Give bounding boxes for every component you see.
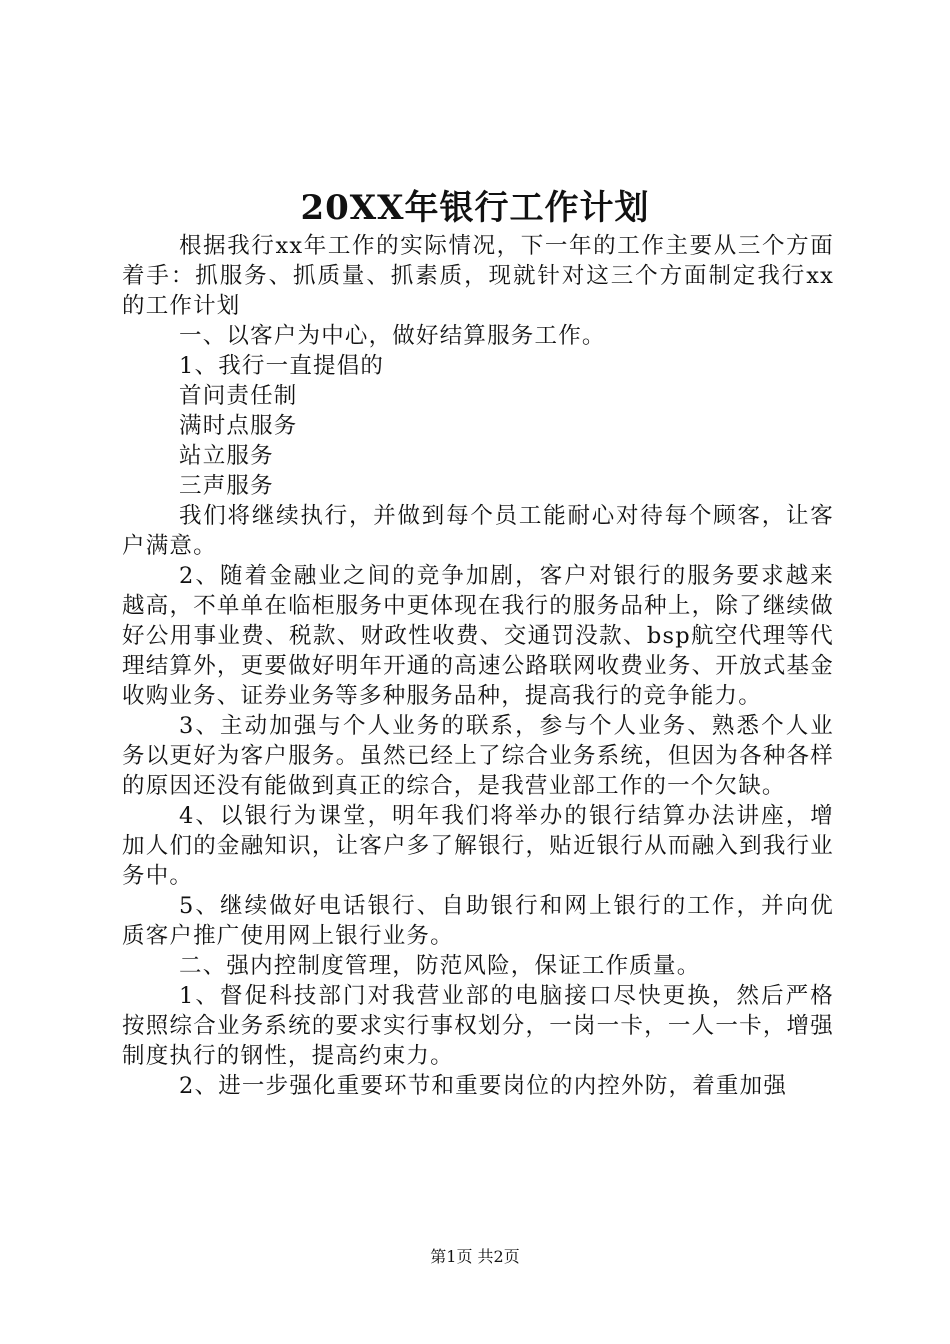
section-heading-2: 二、强内控制度管理，防范风险，保证工作质量。 <box>179 953 701 979</box>
document-title: 20XX年银行工作计划 <box>300 188 650 228</box>
paragraph-intro: 根据我行xx年工作的实际情况，下一年的工作主要从三个方面着手：抓服务、抓质量、抓素质，现就针对这三个方面制定我行xx的工作计划 <box>122 233 834 319</box>
page-footer: 第1页 共2页 <box>430 1247 520 1266</box>
paragraph-item-4: 4、以银行为课堂，明年我们将举办的银行结算办法讲座，增加人们的金融知识，让客户多了解银行，贴近银行从而融入到我行业务中。 <box>122 803 834 889</box>
paragraph-item-3: 3、主动加强与个人业务的联系，参与个人业务、熟悉个人业务以更好为客户服务。虽然已经上了综合业务系统，但因为各种各样的原因还没有能做到真正的综合，是我营业部工作的一个欠缺。 <box>122 713 834 799</box>
list-item-service: 满时点服务 <box>179 413 298 439</box>
paragraph-item-2: 2、进一步强化重要环节和重要岗位的内控外防，着重加强 <box>179 1073 788 1099</box>
paragraph-item-1: 1、我行一直提倡的 <box>179 353 385 379</box>
list-item-service: 首问责任制 <box>179 383 298 409</box>
document-body <box>122 231 834 1101</box>
list-item-service: 三声服务 <box>179 473 274 499</box>
paragraph: 我们将继续执行，并做到每个员工能耐心对待每个顾客，让客户满意。 <box>122 503 834 559</box>
paragraph-item-2: 2、随着金融业之间的竞争加剧，客户对银行的服务要求越来越高，不单单在临柜服务中更体现在我行的服务品种上，除了继续做好公用事业费、税款、财政性收费、交通罚没款、bsp航空代理等代理结算外，更要做好明年开通的高速公路联网收费业务、开放式基金收购业务、证券业务等多种服务品种，提高我行的竞争能力。 <box>122 563 834 709</box>
paragraph-item-5: 5、继续做好电话银行、自助银行和网上银行的工作，并向优质客户推广使用网上银行业务。 <box>122 893 834 949</box>
list-item-service: 站立服务 <box>179 443 274 469</box>
paragraph-item-1: 1、督促科技部门对我营业部的电脑接口尽快更换，然后严格按照综合业务系统的要求实行事权划分，一岗一卡，一人一卡，增强制度执行的钢性，提高约束力。 <box>122 983 834 1069</box>
section-heading-1: 一、以客户为中心，做好结算服务工作。 <box>179 323 606 349</box>
